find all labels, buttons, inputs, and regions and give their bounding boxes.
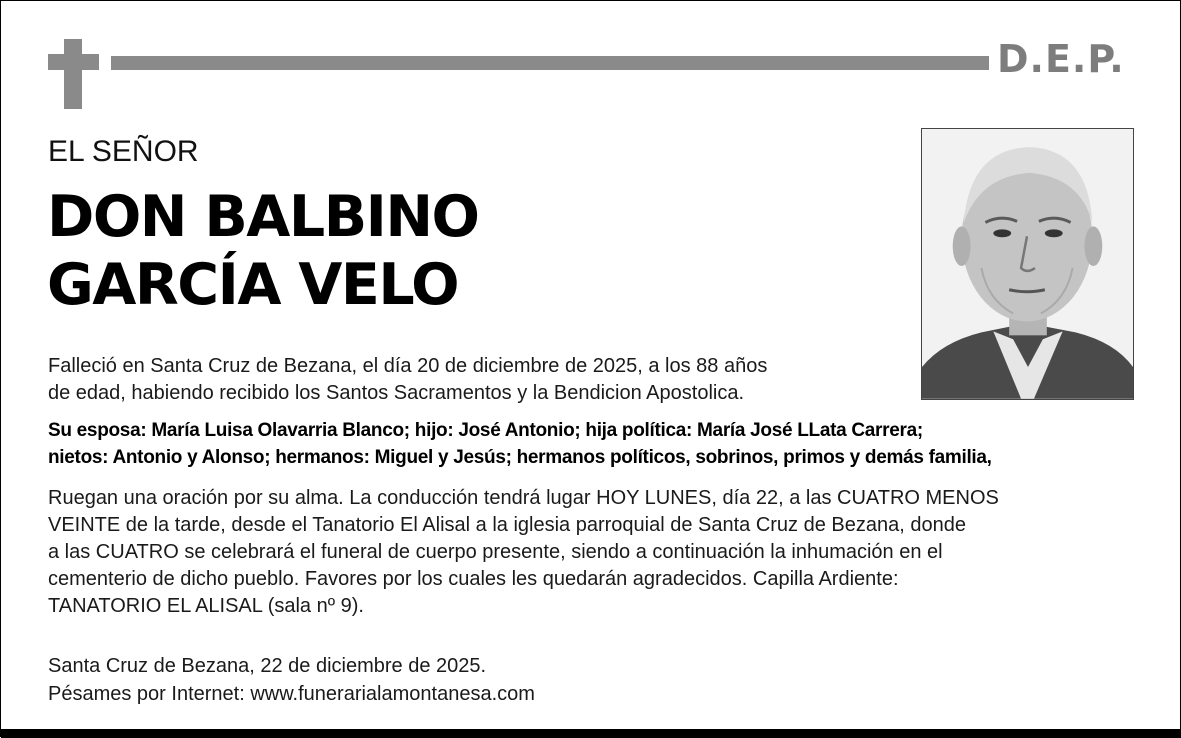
cross-icon — [64, 39, 82, 109]
text-line: cementerio de dicho pueblo. Favores por los cuales les quedarán agradecidos. Capilla Ardiente: — [48, 568, 899, 590]
header-rule — [111, 56, 989, 70]
text-line: TANATORIO EL ALISAL (sala nº 9). — [48, 595, 364, 617]
text-line: de edad, habiendo recibido los Santos Sacramentos y la Bendicion Apostolica. — [48, 382, 745, 404]
dep-label: D.E.P. — [997, 37, 1125, 81]
text-line: a las CUATRO se celebrará el funeral de cuerpo presente, siendo a continuación la inhumación en el — [48, 541, 943, 563]
death-paragraph — [48, 353, 767, 407]
honorific: EL SEÑOR — [48, 135, 199, 168]
text-line: Falleció en Santa Cruz de Bezana, el día 20 de diciembre de 2025, a los 88 años — [48, 355, 768, 377]
name-line: GARCÍA VELO — [47, 252, 459, 318]
text-line: VEINTE de la tarde, desde el Tanatorio El Alisal a la iglesia parroquial de Santa Cruz de Bezana, donde — [48, 514, 966, 536]
place-date: Santa Cruz de Bezana, 22 de diciembre de 2025. — [48, 655, 487, 677]
deceased-name — [47, 183, 479, 319]
text-line: Ruegan una oración por su alma. La conducción tendrá lugar HOY LUNES, día 22, a las CUATRO MENOS — [48, 487, 999, 509]
portrait-photo — [921, 128, 1134, 400]
portrait-icon — [922, 129, 1133, 399]
funeral-paragraph — [48, 485, 999, 620]
cross-icon-arm — [48, 54, 99, 70]
family-paragraph — [48, 417, 992, 471]
name-line: DON BALBINO — [47, 184, 479, 250]
condolences-line: Pésames por Internet: www.funerarialamontanesa.com — [48, 683, 535, 705]
text-line: Su esposa: María Luisa Olavarria Blanco; hijo: José Antonio; hija política: María José LLata Carrera; — [48, 420, 923, 441]
text-line: nietos: Antonio y Alonso; hermanos: Miguel y Jesús; hermanos políticos, sobrinos, primos y demás familia, — [48, 447, 992, 468]
